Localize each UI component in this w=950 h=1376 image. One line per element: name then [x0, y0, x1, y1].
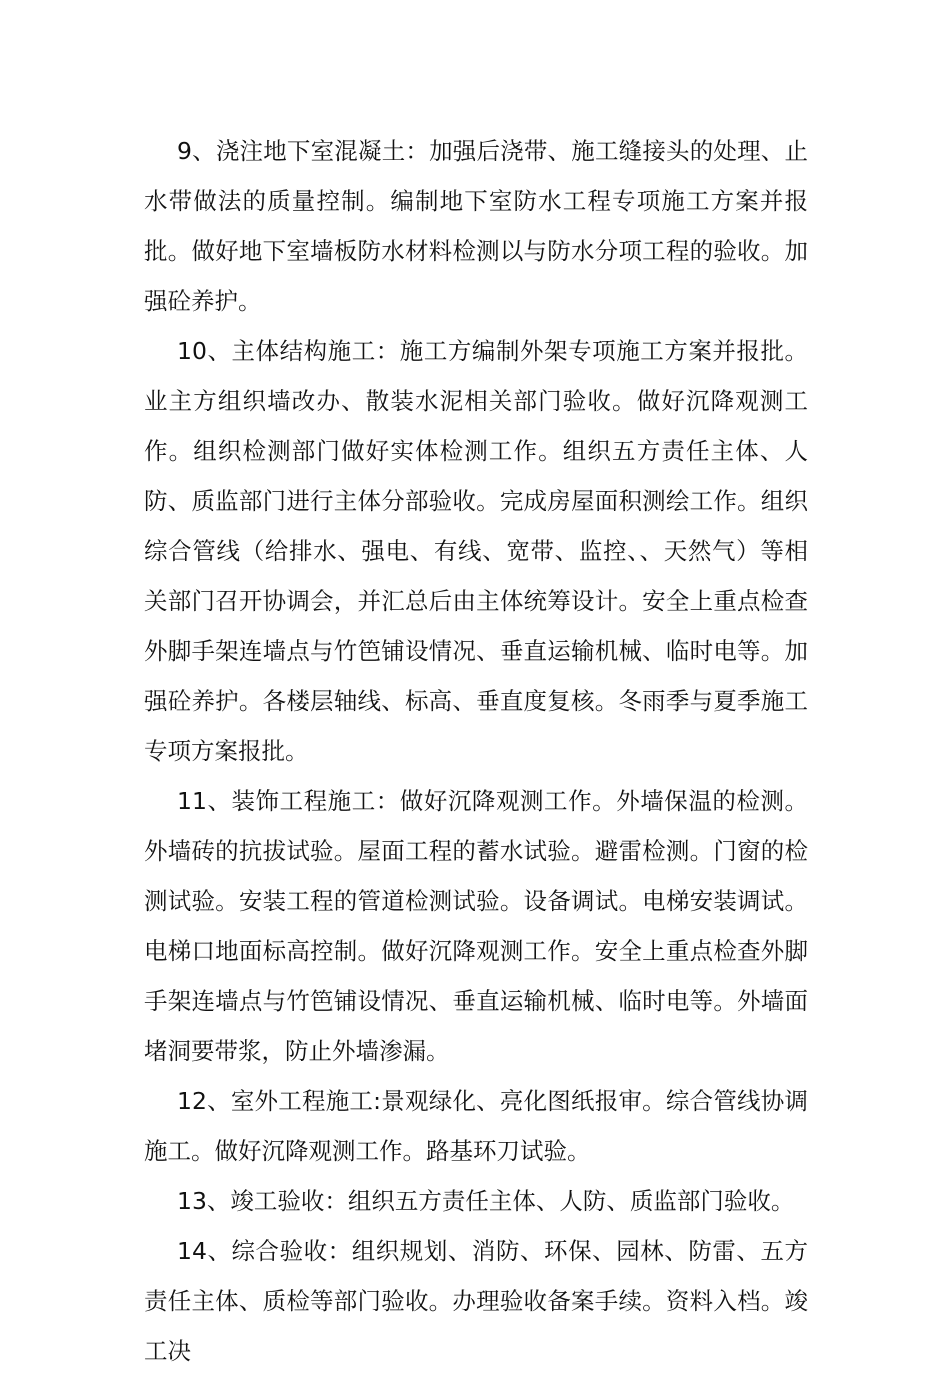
paragraph-item-10: 10、主体结构施工：施工方编制外架专项施工方案并报批。业主方组织墙改办、散装水泥相关部门验收。做好沉降观测工作。组织检测部门做好实体检测工作。组织五方责任主体、人防、质监部门进行主体分部验收。完成房屋面积测绘工作。组织综合管线（给排水、强电、有线、宽带、监控、、天然气）等相关部门召开协调会，并汇总后由主体统筹设计。安全上重点检查外脚手架连墙点与竹笆铺设情况、垂直运输机械、临时电等。加强砼养护。各楼层轴线、标高、垂直度复核。冬雨季与夏季施工专项方案报批。 [144, 337, 808, 765]
paragraph-item-9: 9、浇注地下室混凝土：加强后浇带、施工缝接头的处理、止水带做法的质量控制。编制地下室防水工程专项施工方案并报批。做好地下室墙板防水材料检测以与防水分项工程的验收。加强砼养护。 [144, 137, 808, 315]
paragraph-item-11: 11、装饰工程施工：做好沉降观测工作。外墙保温的检测。外墙砖的抗拔试验。屋面工程的蓄水试验。避雷检测。门窗的检测试验。安装工程的管道检测试验。设备调试。电梯安装调试。电梯口地面标高控制。做好沉降观测工作。安全上重点检查外脚手架连墙点与竹笆铺设情况、垂直运输机械、临时电等。外墙面堵洞要带浆，防止外墙渗漏。 [144, 787, 808, 1065]
document-body [144, 126, 808, 1376]
paragraph-item-12: 12、室外工程施工:景观绿化、亮化图纸报审。综合管线协调施工。做好沉降观测工作。路基环刀试验。 [144, 1087, 808, 1165]
paragraph-item-13: 13、竣工验收：组织五方责任主体、人防、质监部门验收。 [177, 1187, 795, 1215]
paragraph-item-14: 14、综合验收：组织规划、消防、环保、园林、防雷、五方责任主体、质检等部门验收。办理验收备案手续。资料入档。竣工决 [144, 1237, 808, 1365]
